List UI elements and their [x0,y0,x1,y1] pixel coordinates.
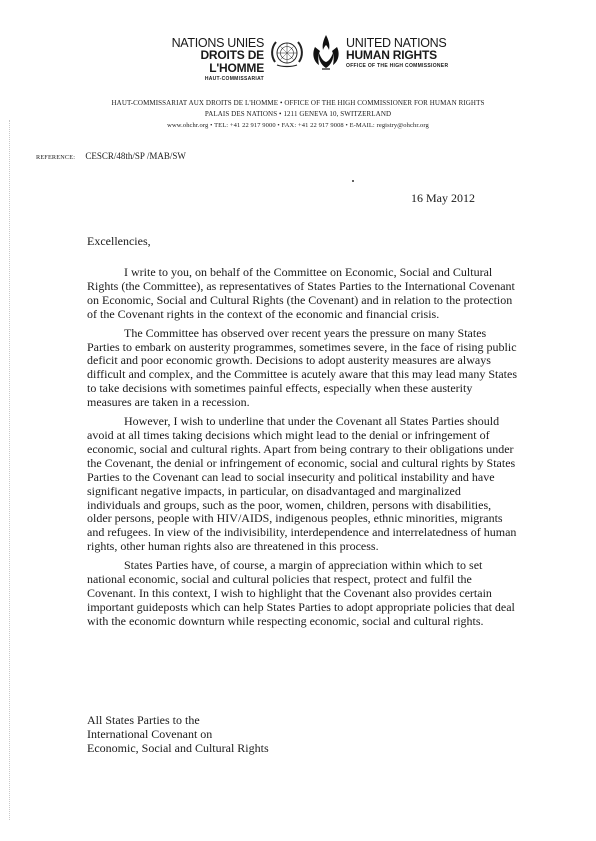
letterhead-en-line2: HUMAN RIGHTS [346,48,437,62]
addressee-line-1: All States Parties to the [87,713,200,727]
contact-line: www.ohchr.org • TEL: +41 22 917 9000 • FAX: +41 22 917 9008 • E-MAIL: registry@ohchr.org [167,122,429,129]
scan-speck [352,180,354,182]
letterhead-french [150,37,264,84]
body-paragraph-4: States Parties have, of course, a margin of appreciation within which to set national economic, social and cultural policies that respect, protect and fulfil the Covenant. In this context, I wish to highlight that the Covenant also provides certain important guideposts which can help States Parties to adopt appropriate policies that deal with the economic downturn while respecting economic, social and cultural rights. [87,558,515,628]
addressee-line-3: Economic, Social and Cultural Rights [87,741,269,755]
body-paragraph-1: I write to you, on behalf of the Committee on Economic, Social and Cultural Rights (the Committee), as representatives of States Parties to the International Covenant on Economic, Social and Cultural Rights (the Covenant) and in relation to the protection of the Covenant rights in the context of the economic and financial crisis. [87,265,515,321]
scan-margin-line [9,120,11,820]
address-line-2: PALAIS DES NATIONS • 1211 GENEVA 10, SWITZERLAND [204,110,392,118]
letterhead-en-line1: UNITED NATIONS [346,36,447,50]
body-paragraph-3: However, I wish to underline that under the Covenant all States Parties should avoid at all times taking decisions which might lead to the denial or infringement of economic, social and cultural rights. Apart from being contrary to their obligations under the Covenant, the denial or infringement of economic, social and cultural rights by States Parties to the Covenant can lead to social insecurity and political instability and have significant negative impacts, in particular, on disadvantaged and marginalized individuals and groups, such as the poor, women, children, persons with disabilities, older persons, people with HIV/AIDS, indigenous peoples, ethnic minorities, migrants and refugees. In view of the indivisibility, interdependence and interrelatedness of human rights, other human rights also are threatened in this process. [87,414,517,554]
letterhead-fr-line3: HAUT-COMMISSARIAT [204,76,264,82]
letterhead-en-line3: OFFICE OF THE HIGH COMMISSIONER [346,63,449,69]
reference-line [36,151,186,161]
addressee-line-2: International Covenant on [87,727,213,741]
letterhead-fr-line1: NATIONS UNIES [171,36,264,50]
reference-label: REFERENCE: [36,154,76,161]
addressee-block [87,713,269,755]
salutation: Excellencies, [87,234,151,248]
letter-body [87,266,517,634]
letterhead-fr-line2: DROITS DE L'HOMME [200,48,264,75]
letterhead-english [346,37,466,71]
body-paragraph-2: The Committee has observed over recent years the pressure on many States Parties to embark on austerity programmes, sometimes severe, in the face of rising public deficit and poor economic growth. Decisions to adopt austerity measures are always difficult and complex, and the Committee is acutely aware that this may lead many States to take decisions with sometimes painful effects, especially when these austerity measures are taken in a recession. [87,325,517,410]
ohchr-emblem-icon [310,33,342,73]
reference-value: CESCR/48th/SP /MAB/SW [85,151,186,161]
letter-date: 16 May 2012 [411,191,475,205]
un-emblem-icon [270,36,304,70]
address-line-1: HAUT-COMMISSARIAT AUX DROITS DE L'HOMME • OFFICE OF THE HIGH COMMISSIONER FOR HUMAN RIGHTS [111,99,485,107]
